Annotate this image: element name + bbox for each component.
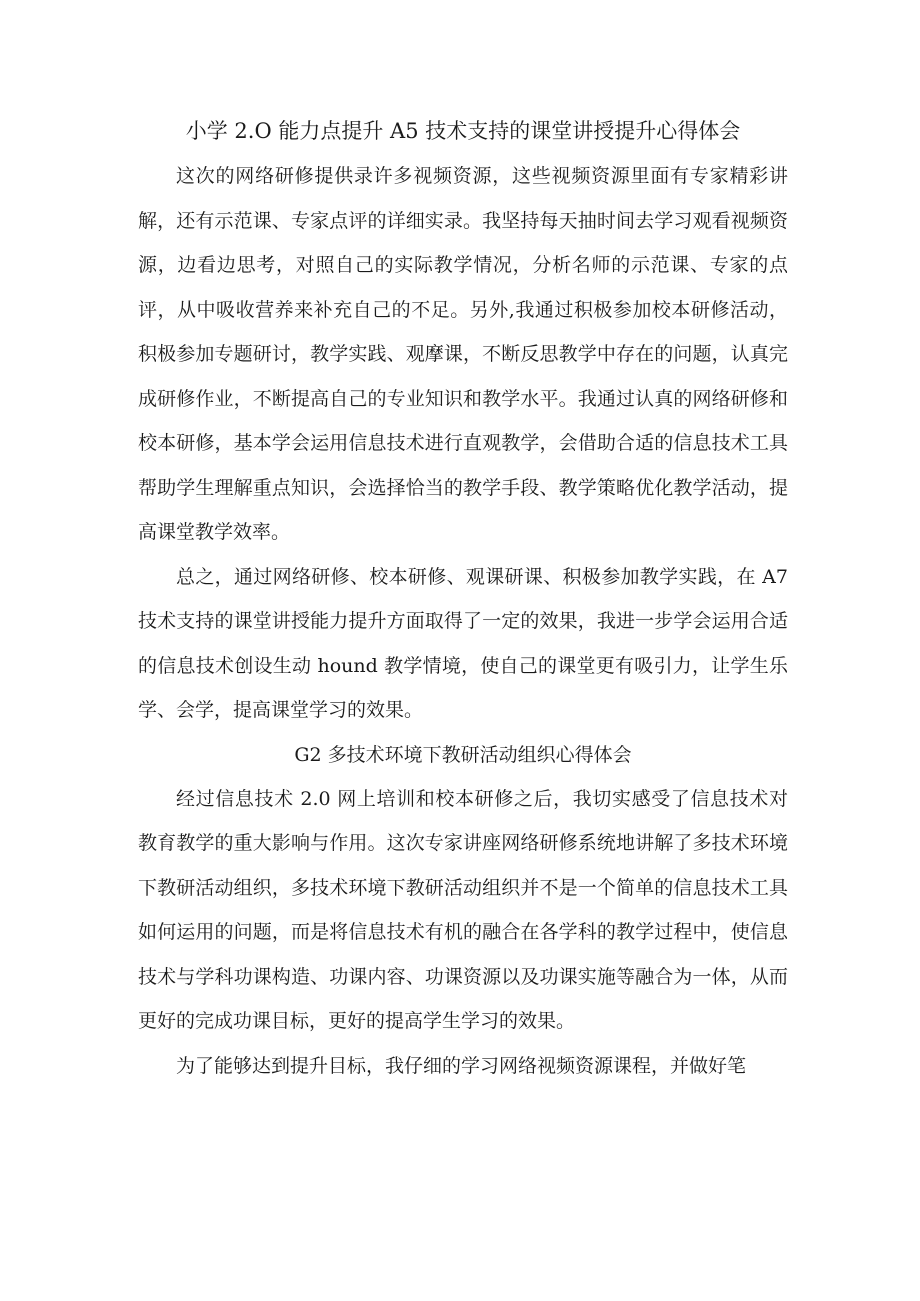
document-title: 小学 2.O 能力点提升 A5 技术支持的课堂讲授提升心得体会 <box>185 119 741 143</box>
paragraph-summary: 总之，通过网络研修、校本研修、观课研课、积极参加教学实践，在 A7 技术支持的课堂讲授能力提升方面取得了一定的效果，我进一步学会运用合适的信息技术创设生动 hound 教学情境，使自己的课堂更有吸引力，让学生乐学、会学，提高课堂学习的效果。 <box>138 565 788 721</box>
document-page <box>138 112 788 1088</box>
paragraph-video-resources: 这次的网络研修提供录许多视频资源，这些视频资源里面有专家精彩讲解，还有示范课、专家点评的详细实录。我坚持每天抽时间去学习观看视频资源，边看边思考，对照自己的实际教学情况，分析名师的示范课、专家的点评，从中吸收营养来补充自己的不足。另外,我通过积极参加校本研修活动，积极参加专题研讨，教学实践、观摩课，不断反思教学中存在的问题，认真完成研修作业，不断提高自己的专业知识和教学水平。我通过认真的网络研修和校本研修，基本学会运用信息技术进行直观教学，会借助合适的信息技术工具帮助学生理解重点知识，会选择恰当的教学手段、教学策略优化教学活动，提高课堂教学效率。 <box>138 165 788 543</box>
section-subtitle: G2 多技术环境下教研活动组织心得体会 <box>294 743 632 766</box>
paragraph-training-impact: 经过信息技术 2.0 网上培训和校本研修之后，我切实感受了信息技术对教育教学的重大影响与作用。这次专家讲座网络研修系统地讲解了多技术环境下教研活动组织，多技术环境下教研活动组织并不是一个简单的信息技术工具如何运用的问题，而是将信息技术有机的融合在各学科的教学过程中，使信息技术与学科功课构造、功课内容、功课资源以及功课实施等融合为一体，从而更好的完成功课目标，更好的提高学生学习的效果。 <box>138 787 788 1032</box>
paragraph-goal: 为了能够达到提升目标，我仔细的学习网络视频资源课程，并做好笔 <box>176 1054 747 1077</box>
